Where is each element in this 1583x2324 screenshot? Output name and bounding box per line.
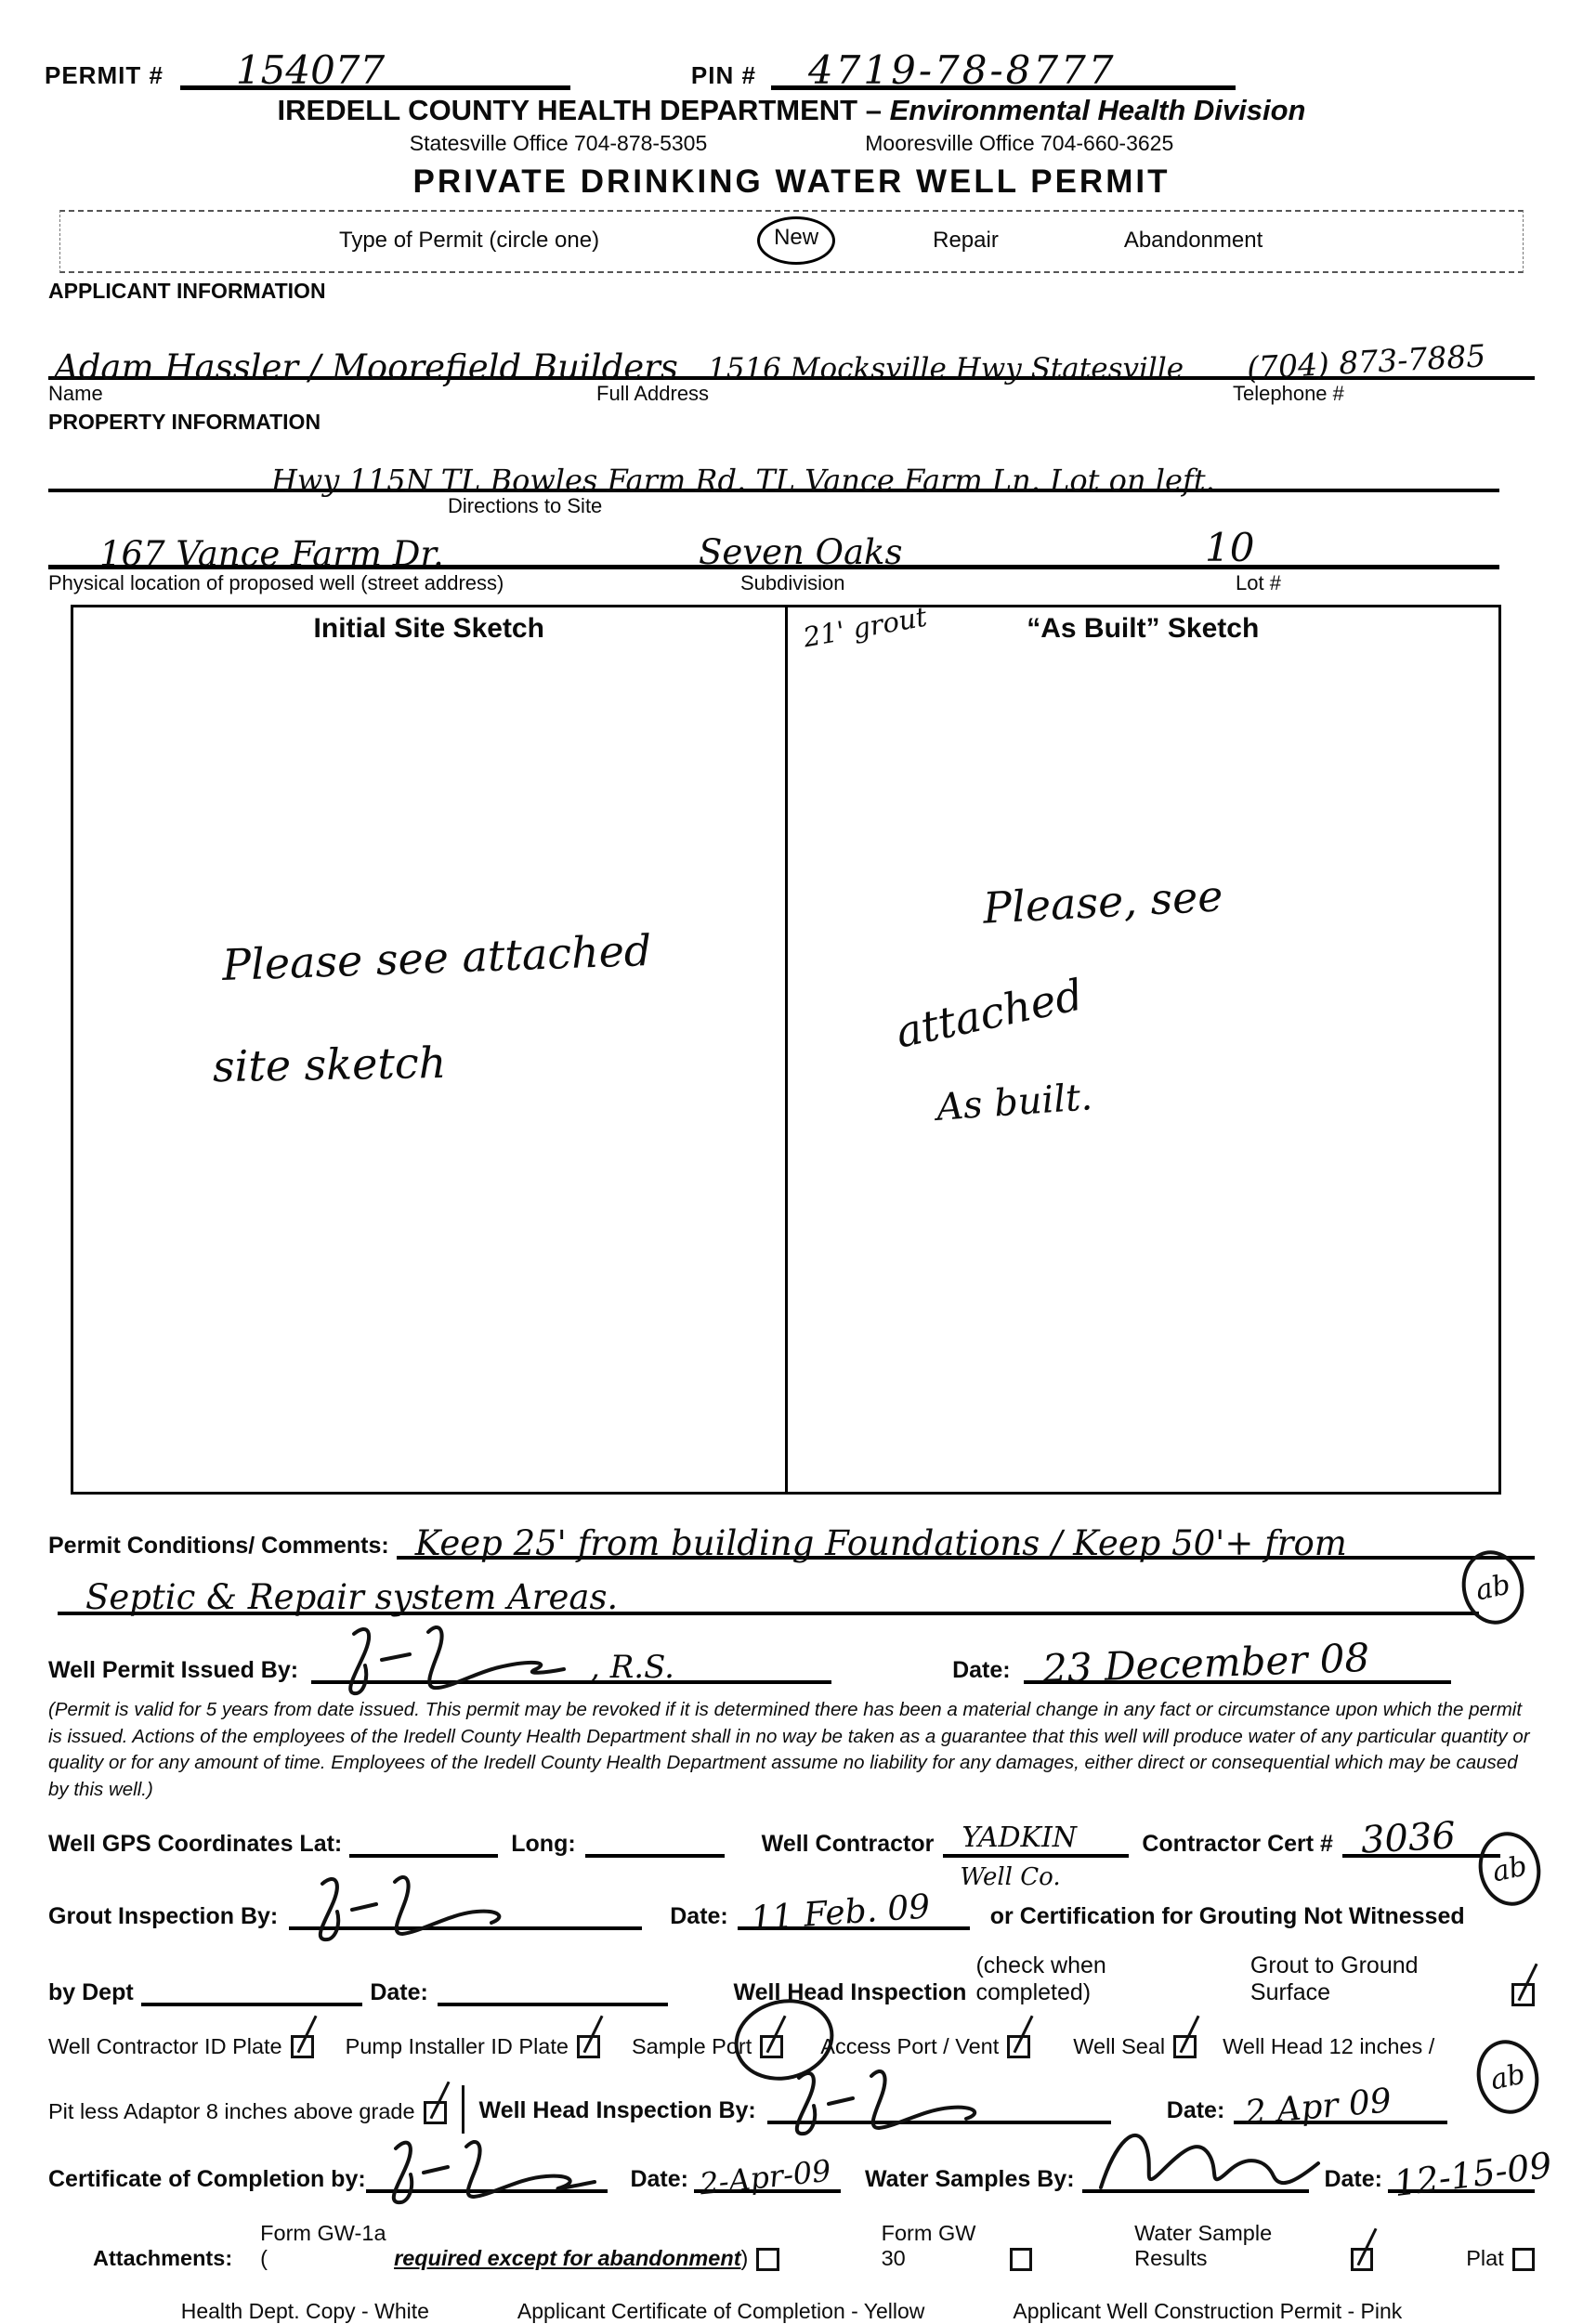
applicant-section-label: APPLICANT INFORMATION: [48, 279, 326, 303]
name-label: Name: [48, 382, 103, 405]
initial-sketch-title: Initial Site Sketch: [313, 613, 544, 644]
pin-field: [771, 43, 1236, 93]
attachments-label: Attachments:: [93, 2245, 233, 2270]
grout-surface-label: Grout to Ground Surface: [1249, 1952, 1419, 2005]
check-access-port-checkbox: [1007, 2035, 1030, 2058]
completion-date-field: [694, 2152, 841, 2202]
pitless-checkbox: [424, 2101, 447, 2124]
as-built-note-line1: Please, see: [981, 870, 1224, 934]
initial-sketch-note-line1: Please see attached: [221, 924, 653, 991]
issued-by-credentials: , R.S.: [590, 1649, 674, 1686]
wellhead-date-label: Date:: [1166, 2096, 1225, 2123]
issued-date-value: 23 December 08: [1040, 1634, 1370, 1692]
issued-by-signature-field: [311, 1643, 831, 1684]
samples-date-label: Date:: [1324, 2165, 1382, 2192]
applicant-name-value: Adam Hassler / Moorefield Builders: [54, 347, 678, 387]
check-sample-port-label: Sample Port: [631, 2033, 752, 2058]
water-samples-label: Water Samples By:: [864, 2165, 1075, 2192]
department-title: [0, 94, 1583, 127]
issued-by-signature: [317, 1625, 623, 1697]
dept-date-label: Date:: [370, 1978, 428, 2005]
division-name: Environmental Health Division: [889, 94, 1306, 126]
copy-distribution-footer: [0, 2299, 1583, 2324]
permit-type-label: Type of Permit (circle one): [339, 228, 600, 253]
completion-row: [48, 2144, 1554, 2204]
gps-lat-label: Well GPS Coordinates Lat:: [48, 1830, 343, 1857]
completion-signature: [372, 2135, 641, 2206]
gw1a-emphasis: required except for abandonment: [394, 2245, 741, 2270]
by-dept-row: [48, 1952, 1535, 2006]
form-title: PRIVATE DRINKING WATER WELL PERMIT: [412, 163, 1171, 200]
permit-type-option-repair: Repair: [933, 228, 999, 253]
location-label: Physical location of proposed well (street address): [48, 571, 504, 594]
completion-date-label: Date:: [630, 2165, 688, 2192]
gps-long-field: [585, 1822, 725, 1858]
permit-number-value: 154077: [235, 47, 386, 93]
initial-site-sketch: [73, 607, 788, 1492]
water-results-checkbox: [1351, 2248, 1373, 2271]
conditions-value-2: Septic & Repair system Areas.: [85, 1577, 619, 1617]
as-built-sketch: [788, 600, 1499, 1492]
permit-pin-row: [0, 0, 1583, 93]
as-built-sketch-title: “As Built” Sketch: [1027, 613, 1260, 644]
completion-date-value: 2-Apr-09: [698, 2152, 833, 2202]
applicant-labels: [48, 380, 1535, 408]
grout-inspection-row: [48, 1887, 1535, 1939]
gw1a-prefix: Form GW-1a (: [260, 2220, 386, 2270]
plat-label: Plat: [1466, 2245, 1504, 2270]
conditions-label: Permit Conditions/ Comments:: [48, 1533, 389, 1559]
permit-number-label: PERMIT #: [45, 61, 164, 89]
gw30-checkbox: [1010, 2248, 1032, 2271]
water-samples-signature: [1088, 2122, 1367, 2206]
pitless-label: Pit less Adaptor 8 inches above grade: [48, 2098, 415, 2123]
plat-checkbox: [1512, 2248, 1535, 2271]
divider-line: [462, 2085, 464, 2134]
contractor-label: Well Contractor: [761, 1830, 935, 1857]
gps-lat-field: [349, 1822, 498, 1858]
wellhead-inspection-signature-field: [767, 2083, 1111, 2124]
gw1a-suffix: ): [740, 2245, 749, 2270]
sketch-box: [71, 600, 1501, 1495]
issued-date-field: [1024, 1634, 1451, 1692]
permit-type-option-new: New: [757, 216, 835, 265]
conditions-line1: [48, 1508, 1535, 1563]
water-samples-signature-field: [1082, 2152, 1310, 2193]
contractor-value-line1: YADKIN: [962, 1821, 1078, 1854]
directions-label: Directions to Site: [448, 494, 603, 517]
conditions-field-1: [397, 1508, 1535, 1563]
contractor-cert-label: Contractor Cert #: [1142, 1830, 1333, 1857]
issued-date-label: Date:: [952, 1657, 1011, 1683]
gw1a-checkbox: [756, 2248, 778, 2271]
initial-sketch-note-line2: site sketch: [212, 1037, 447, 1092]
applicant-phone-value: (704) 873-7885: [1246, 337, 1487, 386]
check-pump-installer-label: Pump Installer ID Plate: [345, 2033, 569, 2058]
completion-label: Certificate of Completion by:: [48, 2165, 366, 2192]
directions-value: Hwy 115N TL Bowles Farm Rd. TL Vance Farm Ln. Lot on left.: [271, 463, 1215, 498]
permit-disclaimer: (Permit is valid for 5 years from date issued. This permit may be revoked if it is determined there has been a material change in any fact or circumstance upon which the permit is issued. Actions of the employees of the Iredell County Health Department shall in no way be taken as a guarantee that this well will produce water of any particular quantity or quality or for any amount of time. Employees of the Iredell County Health Department assume no liability for any damages, either direct or consequential which may be caused by this well.): [48, 1699, 1530, 1801]
grout-date-field: [738, 1887, 970, 1939]
conditions-field-2: [58, 1560, 1479, 1615]
contractor-cert-field: [1342, 1814, 1500, 1862]
grout-date-label: Date:: [670, 1902, 728, 1929]
wellhead-inspection-note: (check when completed): [975, 1952, 1106, 2005]
grout-date-value: 11 Feb. 09: [749, 1887, 932, 1939]
dept-date-field: [438, 1971, 669, 2006]
pitless-row: [48, 2081, 1535, 2133]
reviewer-initials-circle-3: ab: [1470, 2034, 1545, 2120]
subdivision-label: Subdivision: [740, 571, 845, 594]
issued-by-row: [48, 1634, 1535, 1692]
contractor-field: [943, 1821, 1129, 1891]
applicant-line: [48, 304, 1535, 387]
location-line: [48, 516, 1499, 574]
copy-white: Health Dept. Copy - White: [180, 2298, 429, 2323]
conditions-value-1: Keep 25' from building Foundations / Keep 50'+ from: [414, 1523, 1347, 1563]
grout-inspection-label: Grout Inspection By:: [48, 1902, 279, 1929]
gw30-label: Form GW 30: [881, 2220, 976, 2270]
pin-label: PIN #: [690, 61, 756, 89]
check-well-head-12-label: Well Head 12 inches /: [1223, 2033, 1435, 2058]
gps-contractor-row: [48, 1814, 1535, 1891]
phone-label: Telephone #: [1233, 382, 1344, 405]
address-label: Full Address: [596, 382, 710, 405]
completion-signature-field: [366, 2152, 608, 2193]
as-built-note-line3: As built.: [935, 1076, 1093, 1129]
directions-line: [48, 435, 1499, 498]
grout-surface-checkbox: [1511, 1983, 1535, 2006]
samples-date-value: 12-15-09: [1391, 2144, 1554, 2204]
samples-date-field: [1388, 2144, 1554, 2204]
check-well-seal-checkbox: [1173, 2035, 1197, 2058]
grout-inspection-signature: [294, 1873, 573, 1943]
as-built-grout-annotation: 21' grout: [800, 600, 929, 654]
check-access-port-label: Access Port / Vent: [820, 2033, 1000, 2058]
location-labels: [48, 569, 1535, 597]
copy-pink: Applicant Well Construction Permit - Pink: [1013, 2298, 1403, 2323]
permit-type-option-abandonment: Abandonment: [1123, 228, 1263, 253]
by-dept-field: [141, 1971, 363, 2006]
statesville-office: Statesville Office 704-878-5305: [409, 131, 708, 155]
water-results-label: Water Sample Results: [1134, 2220, 1273, 2270]
wellhead-inspection-signature: [773, 2067, 1052, 2137]
check-well-seal-label: Well Seal: [1073, 2033, 1166, 2058]
directions-label-row: [48, 492, 1535, 516]
contractor-cert-value: 3036: [1359, 1814, 1457, 1862]
check-pump-installer-checkbox: [577, 2035, 600, 2058]
by-dept-label: by Dept: [48, 1978, 134, 2005]
lot-label: Lot #: [1236, 571, 1281, 594]
wellhead-inspection-by-label: Well Head Inspection By:: [478, 2096, 756, 2123]
attachments-row: [93, 2221, 1535, 2271]
copy-yellow: Applicant Certificate of Completion - Yellow: [517, 2298, 925, 2323]
as-built-note-line2: attached: [891, 969, 1087, 1058]
mooresville-office: Mooresville Office 704-660-3625: [865, 131, 1174, 155]
reviewer-initials-circle-1: ab: [1455, 1545, 1530, 1630]
grout-signature-field: [289, 1889, 642, 1930]
applicant-address-value: 1516 Mocksville Hwy Statesville: [708, 352, 1184, 385]
contractor-value-line2: Well Co.: [960, 1862, 1061, 1891]
check-contractor-id-checkbox: [291, 2035, 314, 2058]
permit-type-box: [59, 210, 1524, 273]
pin-value: 4719-78-8777: [807, 47, 1117, 93]
permit-number-field: [180, 43, 570, 93]
check-contractor-id-label: Well Contractor ID Plate: [48, 2033, 282, 2058]
property-section-label: PROPERTY INFORMATION: [48, 410, 321, 434]
wellhead-inspection-label: Well Head Inspection: [733, 1978, 967, 2005]
wellhead-date-value: 2 Apr 09: [1243, 2081, 1393, 2133]
wellhead-date-field: [1234, 2081, 1447, 2133]
permit-conditions: [48, 1508, 1535, 1615]
gps-long-label: Long:: [511, 1830, 576, 1857]
grout-cert-suffix: or Certification for Grouting Not Witnessed: [989, 1902, 1465, 1929]
location-value: 167 Vance Farm Dr.: [99, 534, 444, 574]
department-name: IREDELL COUNTY HEALTH DEPARTMENT –: [277, 94, 882, 126]
office-phones: [0, 131, 1583, 156]
issued-by-label: Well Permit Issued By:: [48, 1657, 299, 1683]
reviewer-initials-circle-2: ab: [1472, 1826, 1547, 1912]
lot-value: 10: [1205, 525, 1255, 570]
subdivision-value: Seven Oaks: [699, 532, 903, 572]
